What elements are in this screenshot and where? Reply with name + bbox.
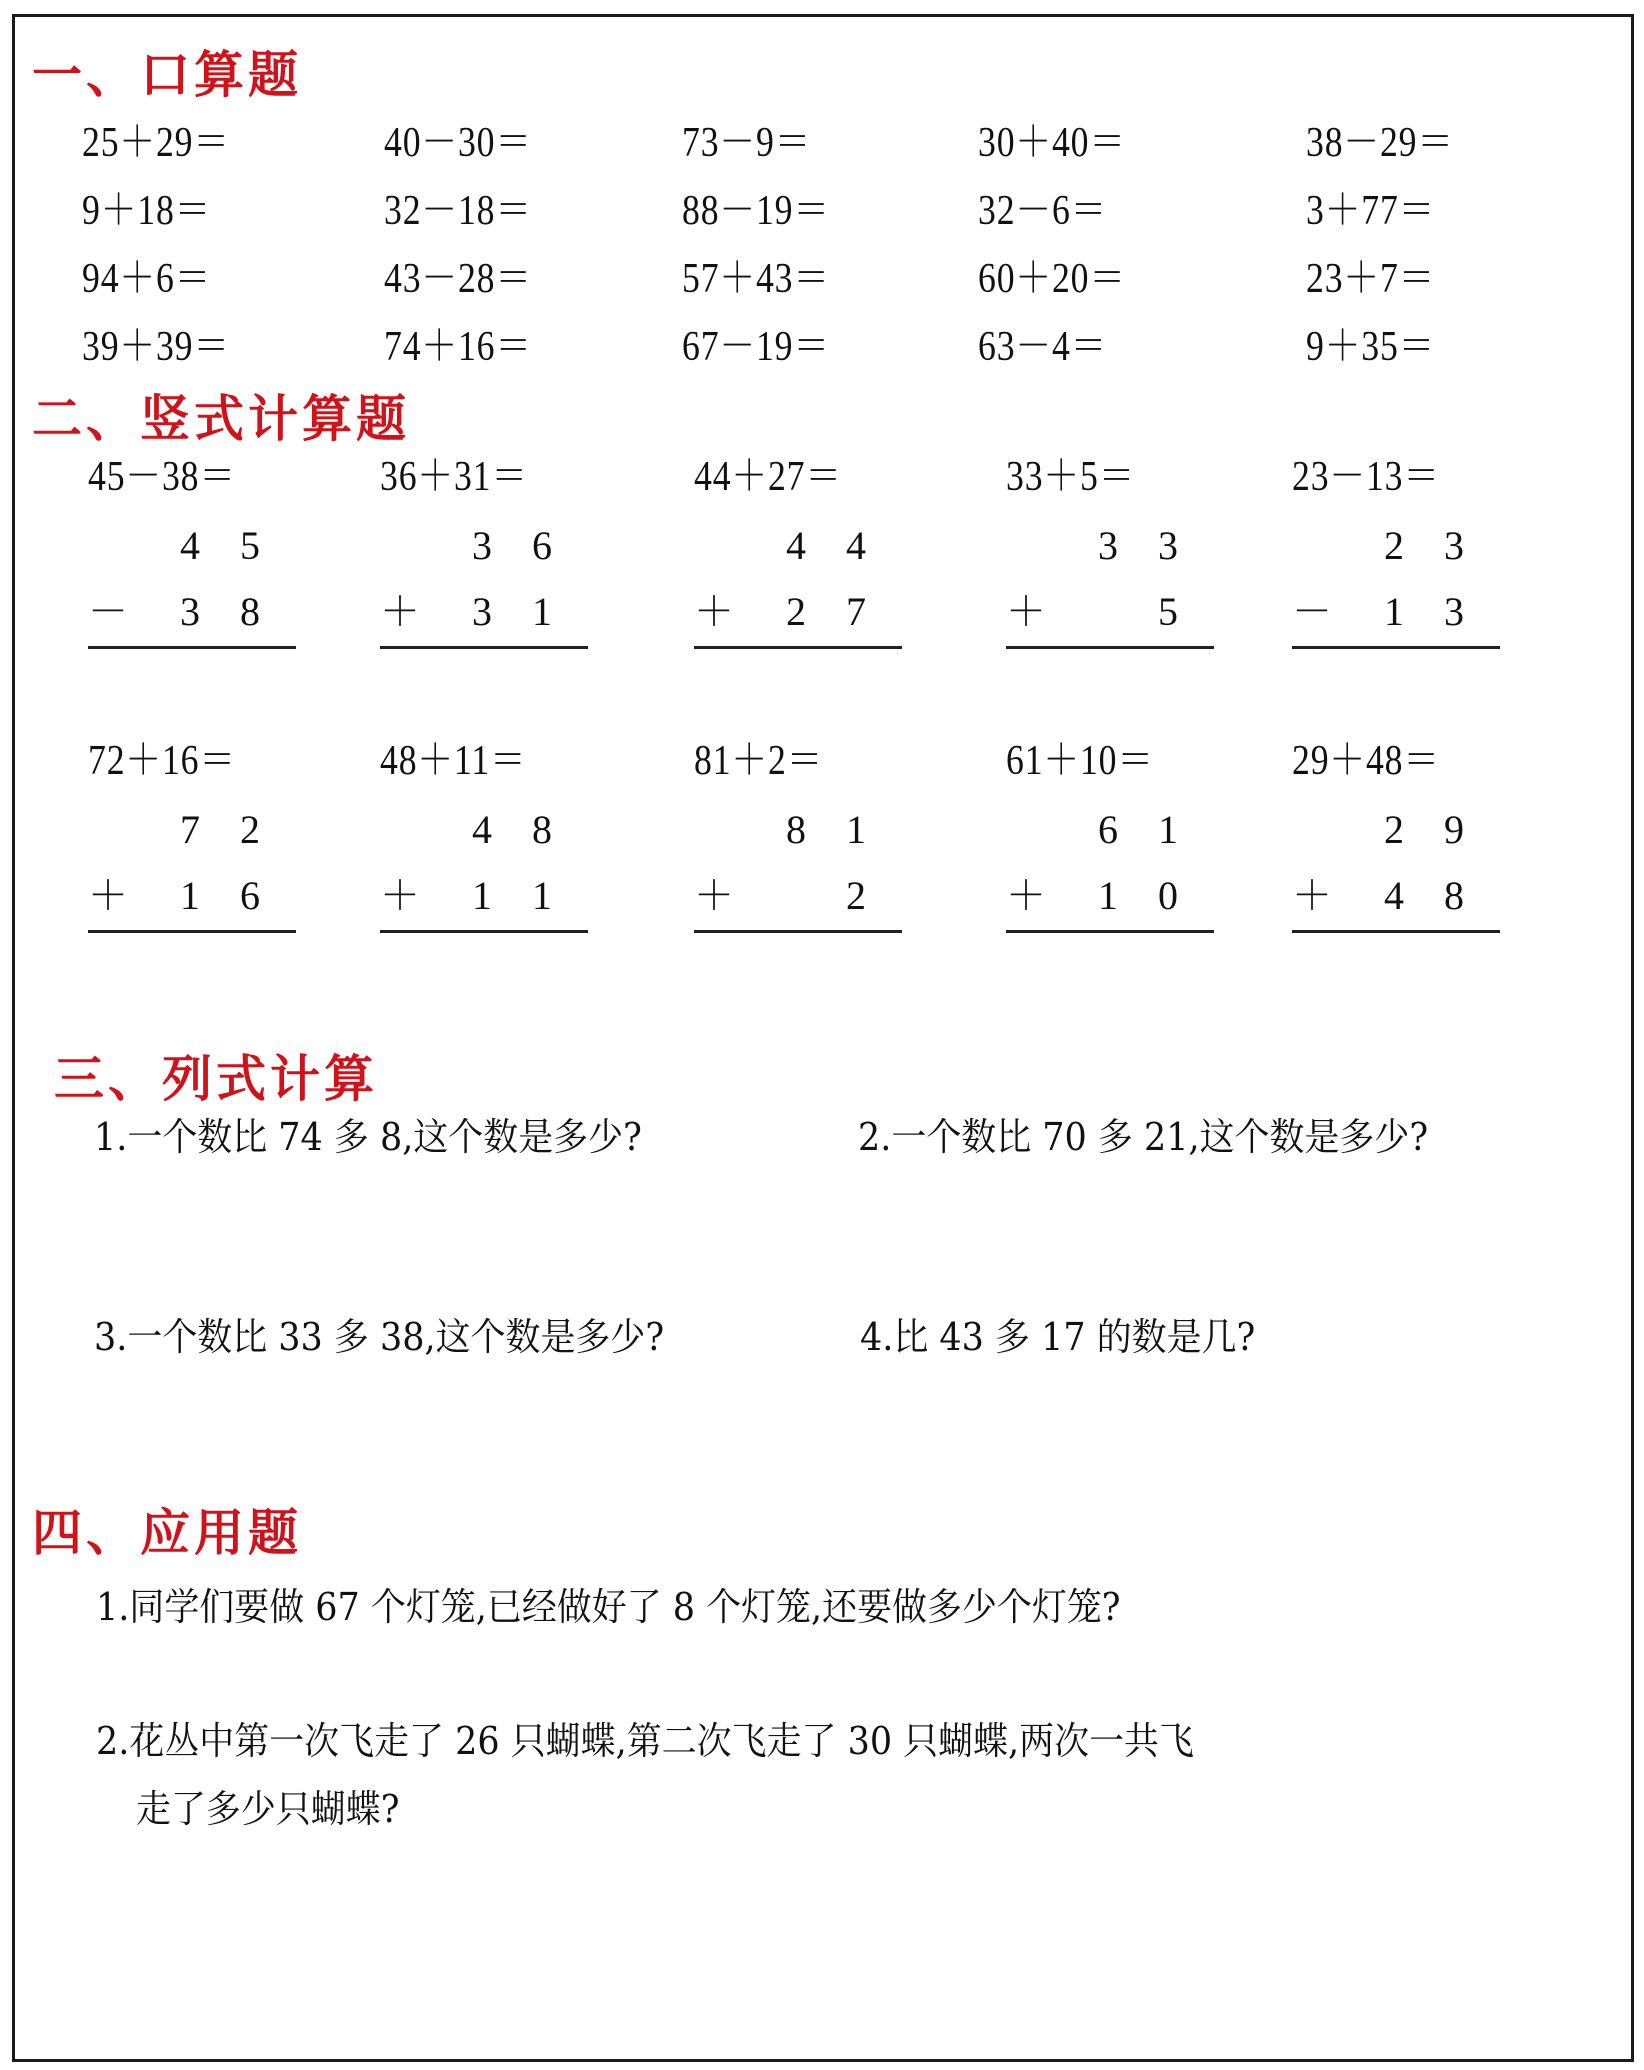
- digit: 1: [532, 589, 552, 634]
- section1-heading: 一、口算题: [32, 45, 302, 104]
- digit: 3: [472, 589, 492, 634]
- plus-sign: ＋: [1006, 873, 1046, 918]
- vertical-problem-expression: 23－13＝: [1292, 454, 1440, 500]
- word-problem-1: 1.同学们要做 67 个灯笼,已经做好了 8 个灯笼,还要做多少个灯笼?: [96, 1585, 1121, 1629]
- plus-sign: ＋: [88, 873, 128, 918]
- mental-math-item: 74＋16＝: [384, 324, 532, 370]
- digit: 4: [846, 523, 866, 568]
- digit: 2: [1384, 807, 1404, 852]
- digit: 7: [180, 807, 200, 852]
- digit: 3: [180, 589, 200, 634]
- bottom-operand: [1292, 874, 1502, 918]
- minus-sign: －: [1292, 589, 1332, 634]
- vertical-problem-expression: 36＋31＝: [380, 454, 528, 500]
- plus-sign: ＋: [380, 589, 420, 634]
- section4-heading: 四、应用题: [32, 1503, 302, 1562]
- vertical-problem-expression: 29＋48＝: [1292, 738, 1440, 784]
- digit: 2: [1384, 523, 1404, 568]
- bottom-operand: [694, 590, 904, 634]
- mental-math-item: 88－19＝: [682, 188, 830, 234]
- mental-math-item: 30＋40＝: [978, 120, 1126, 166]
- mental-math-item: 32－6＝: [978, 188, 1108, 234]
- digit: 1: [1098, 873, 1118, 918]
- digit: 2: [846, 873, 866, 918]
- sum-line: [88, 930, 296, 933]
- mental-math-item: 39＋39＝: [82, 324, 230, 370]
- top-operand: [380, 524, 590, 568]
- digit: 7: [846, 589, 866, 634]
- sum-line: [380, 930, 588, 933]
- plus-sign: ＋: [380, 873, 420, 918]
- plus-sign: ＋: [694, 589, 734, 634]
- bottom-operand: [1006, 874, 1216, 918]
- mental-math-item: 63－4＝: [978, 324, 1108, 370]
- digit: 4: [1384, 873, 1404, 918]
- top-operand: [694, 524, 904, 568]
- mental-math-item: 67－19＝: [682, 324, 830, 370]
- mental-math-item: 9＋35＝: [1306, 324, 1436, 370]
- mental-math-item: 40－30＝: [384, 120, 532, 166]
- digit: 3: [1444, 523, 1464, 568]
- bottom-operand: [1292, 590, 1502, 634]
- digit: 3: [472, 523, 492, 568]
- mental-math-item: 38－29＝: [1306, 120, 1454, 166]
- equation-question-1: 1.一个数比 74 多 8,这个数是多少?: [94, 1115, 642, 1159]
- minus-sign: －: [88, 589, 128, 634]
- word-problem-2-line2: 走了多少只蝴蝶?: [136, 1787, 400, 1831]
- top-operand: [1006, 524, 1216, 568]
- digit: 1: [180, 873, 200, 918]
- top-operand: [88, 808, 298, 852]
- sum-line: [694, 930, 902, 933]
- digit: 8: [1444, 873, 1464, 918]
- mental-math-item: 32－18＝: [384, 188, 532, 234]
- sum-line: [88, 646, 296, 649]
- top-operand: [694, 808, 904, 852]
- plus-sign: ＋: [694, 873, 734, 918]
- equation-question-2: 2.一个数比 70 多 21,这个数是多少?: [858, 1115, 1429, 1159]
- equation-question-4: 4.比 43 多 17 的数是几?: [860, 1315, 1256, 1359]
- mental-math-item: 57＋43＝: [682, 256, 830, 302]
- mental-math-item: 25＋29＝: [82, 120, 230, 166]
- digit: 9: [1444, 807, 1464, 852]
- digit: 5: [240, 523, 260, 568]
- top-operand: [1292, 524, 1502, 568]
- digit: 3: [1444, 589, 1464, 634]
- digit: 8: [532, 807, 552, 852]
- digit: 0: [1158, 873, 1178, 918]
- digit: 3: [1158, 523, 1178, 568]
- mental-math-item: 3＋77＝: [1306, 188, 1436, 234]
- sum-line: [1006, 646, 1214, 649]
- digit: 6: [532, 523, 552, 568]
- mental-math-item: 43－28＝: [384, 256, 532, 302]
- mental-math-item: 60＋20＝: [978, 256, 1126, 302]
- sum-line: [694, 646, 902, 649]
- digit: 5: [1158, 589, 1178, 634]
- digit: 1: [472, 873, 492, 918]
- plus-sign: ＋: [1006, 589, 1046, 634]
- digit: 8: [786, 807, 806, 852]
- bottom-operand: [88, 874, 298, 918]
- sum-line: [380, 646, 588, 649]
- digit: 6: [240, 873, 260, 918]
- digit: 6: [1098, 807, 1118, 852]
- digit: 1: [846, 807, 866, 852]
- vertical-problem-expression: 72＋16＝: [88, 738, 236, 784]
- top-operand: [1292, 808, 1502, 852]
- vertical-problem-expression: 45－38＝: [88, 454, 236, 500]
- top-operand: [88, 524, 298, 568]
- digit: 2: [786, 589, 806, 634]
- bottom-operand: [380, 590, 590, 634]
- vertical-problem-expression: 44＋27＝: [694, 454, 842, 500]
- section3-heading: 三、列式计算: [54, 1049, 378, 1108]
- bottom-operand: [1006, 590, 1216, 634]
- bottom-operand: [694, 874, 904, 918]
- digit: 4: [786, 523, 806, 568]
- digit: 4: [180, 523, 200, 568]
- top-operand: [1006, 808, 1216, 852]
- top-operand: [380, 808, 590, 852]
- vertical-problem-expression: 33＋5＝: [1006, 454, 1136, 500]
- sum-line: [1292, 646, 1500, 649]
- digit: 4: [472, 807, 492, 852]
- digit: 1: [1384, 589, 1404, 634]
- section2-heading: 二、竖式计算题: [32, 389, 410, 448]
- bottom-operand: [380, 874, 590, 918]
- word-problem-2-line1: 2.花丛中第一次飞走了 26 只蝴蝶,第二次飞走了 30 只蝴蝶,两次一共飞: [96, 1719, 1194, 1763]
- digit: 1: [1158, 807, 1178, 852]
- plus-sign: ＋: [1292, 873, 1332, 918]
- vertical-problem-expression: 48＋11＝: [380, 738, 527, 784]
- digit: 2: [240, 807, 260, 852]
- mental-math-item: 73－9＝: [682, 120, 812, 166]
- equation-question-3: 3.一个数比 33 多 38,这个数是多少?: [94, 1315, 665, 1359]
- vertical-problem-expression: 81＋2＝: [694, 738, 824, 784]
- mental-math-item: 9＋18＝: [82, 188, 212, 234]
- bottom-operand: [88, 590, 298, 634]
- sum-line: [1292, 930, 1500, 933]
- digit: 8: [240, 589, 260, 634]
- digit: 3: [1098, 523, 1118, 568]
- sum-line: [1006, 930, 1214, 933]
- vertical-problem-expression: 61＋10＝: [1006, 738, 1154, 784]
- mental-math-item: 23＋7＝: [1306, 256, 1436, 302]
- mental-math-item: 94＋6＝: [82, 256, 212, 302]
- digit: 1: [532, 873, 552, 918]
